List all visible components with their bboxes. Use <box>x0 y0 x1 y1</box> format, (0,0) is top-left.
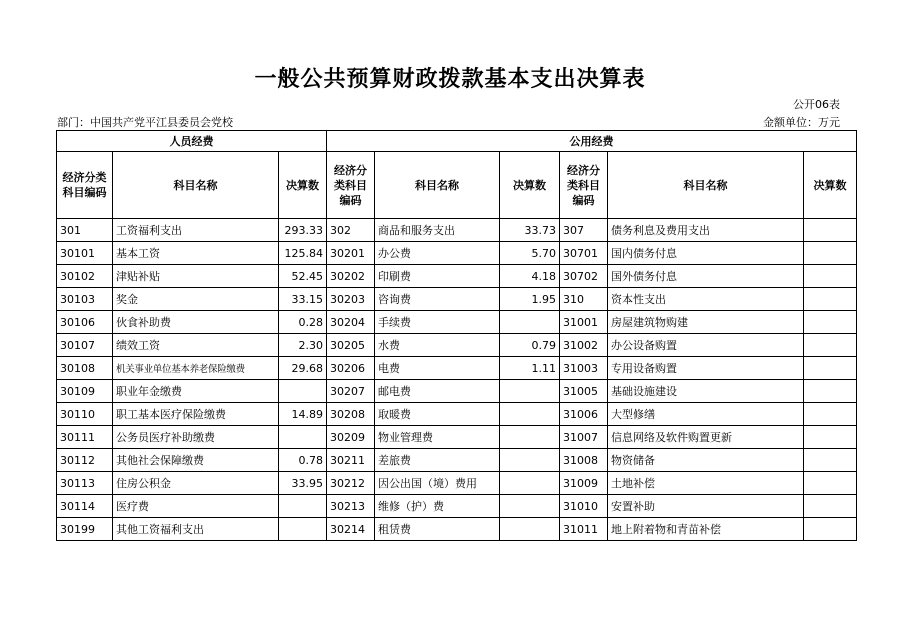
personnel-code-cell: 30199 <box>57 518 113 541</box>
personnel-amount-cell: 52.45 <box>279 265 327 288</box>
capital-code-cell: 307 <box>560 219 608 242</box>
table-row <box>57 357 857 380</box>
capital-name-cell: 国外债务付息 <box>608 265 804 288</box>
public-name-cell: 取暖费 <box>375 403 500 426</box>
public-code-cell: 30209 <box>327 426 375 449</box>
personnel-amount-cell: 0.28 <box>279 311 327 334</box>
personnel-name-cell: 工资福利支出 <box>113 219 279 242</box>
public-name-cell: 邮电费 <box>375 380 500 403</box>
capital-name-cell: 土地补偿 <box>608 472 804 495</box>
personnel-amount-cell <box>279 518 327 541</box>
table-row <box>57 288 857 311</box>
table-row <box>57 242 857 265</box>
public-amount-cell: 5.70 <box>500 242 560 265</box>
capital-name-cell: 基础设施建设 <box>608 380 804 403</box>
capital-name-cell: 房屋建筑物购建 <box>608 311 804 334</box>
capital-amount-cell <box>804 357 857 380</box>
table-row <box>57 380 857 403</box>
capital-amount-cell <box>804 472 857 495</box>
personnel-code-cell: 30114 <box>57 495 113 518</box>
capital-name-cell: 大型修缮 <box>608 403 804 426</box>
personnel-amount-cell: 2.30 <box>279 334 327 357</box>
public-code-cell: 30201 <box>327 242 375 265</box>
capital-name-cell: 资本性支出 <box>608 288 804 311</box>
capital-amount-cell <box>804 403 857 426</box>
capital-name-cell: 地上附着物和青苗补偿 <box>608 518 804 541</box>
header-code: 经济分类科目编码 <box>57 152 113 219</box>
public-name-cell: 物业管理费 <box>375 426 500 449</box>
capital-code-cell: 31008 <box>560 449 608 472</box>
personnel-code-cell: 30113 <box>57 472 113 495</box>
public-amount-cell <box>500 403 560 426</box>
personnel-name-cell: 基本工资 <box>113 242 279 265</box>
table-row <box>57 472 857 495</box>
header-code: 经济分类科目编码 <box>560 152 608 219</box>
public-code-cell: 30206 <box>327 357 375 380</box>
public-name-cell: 因公出国（境）费用 <box>375 472 500 495</box>
capital-name-cell: 安置补助 <box>608 495 804 518</box>
capital-amount-cell <box>804 334 857 357</box>
capital-amount-cell <box>804 518 857 541</box>
public-name-cell: 维修（护）费 <box>375 495 500 518</box>
capital-name-cell: 办公设备购置 <box>608 334 804 357</box>
table-body <box>57 219 857 541</box>
personnel-name-cell: 津贴补贴 <box>113 265 279 288</box>
public-name-cell: 电费 <box>375 357 500 380</box>
header-name: 科目名称 <box>113 152 279 219</box>
public-amount-cell: 1.11 <box>500 357 560 380</box>
personnel-amount-cell <box>279 495 327 518</box>
public-code-cell: 30208 <box>327 403 375 426</box>
public-code-cell: 30212 <box>327 472 375 495</box>
personnel-name-cell: 职业年金缴费 <box>113 380 279 403</box>
personnel-name-cell: 奖金 <box>113 288 279 311</box>
personnel-amount-cell: 0.78 <box>279 449 327 472</box>
public-code-cell: 30213 <box>327 495 375 518</box>
personnel-amount-cell: 33.95 <box>279 472 327 495</box>
public-amount-cell <box>500 472 560 495</box>
public-amount-cell <box>500 426 560 449</box>
capital-name-cell: 物资储备 <box>608 449 804 472</box>
public-name-cell: 手续费 <box>375 311 500 334</box>
department-label: 部门：中国共产党平江县委员会党校 <box>57 116 233 129</box>
personnel-amount-cell: 293.33 <box>279 219 327 242</box>
expenditure-table <box>56 130 857 541</box>
page-title: 一般公共预算财政拨款基本支出决算表 <box>254 67 646 92</box>
public-name-cell: 水费 <box>375 334 500 357</box>
capital-amount-cell <box>804 495 857 518</box>
personnel-amount-cell <box>279 380 327 403</box>
public-code-cell: 30214 <box>327 518 375 541</box>
personnel-name-cell: 伙食补助费 <box>113 311 279 334</box>
form-number: 公开06表 <box>793 98 840 111</box>
capital-amount-cell <box>804 449 857 472</box>
public-name-cell: 咨询费 <box>375 288 500 311</box>
personnel-amount-cell <box>279 426 327 449</box>
table-row <box>57 334 857 357</box>
personnel-code-cell: 30109 <box>57 380 113 403</box>
group-header-public: 公用经费 <box>327 131 857 152</box>
personnel-code-cell: 30108 <box>57 357 113 380</box>
public-amount-cell <box>500 311 560 334</box>
public-amount-cell: 4.18 <box>500 265 560 288</box>
capital-code-cell: 310 <box>560 288 608 311</box>
public-amount-cell: 1.95 <box>500 288 560 311</box>
capital-amount-cell <box>804 311 857 334</box>
public-name-cell: 印刷费 <box>375 265 500 288</box>
capital-amount-cell <box>804 426 857 449</box>
capital-amount-cell <box>804 265 857 288</box>
capital-amount-cell <box>804 288 857 311</box>
personnel-code-cell: 30110 <box>57 403 113 426</box>
personnel-code-cell: 30106 <box>57 311 113 334</box>
public-name-cell: 办公费 <box>375 242 500 265</box>
public-code-cell: 30204 <box>327 311 375 334</box>
capital-code-cell: 31009 <box>560 472 608 495</box>
capital-code-cell: 31011 <box>560 518 608 541</box>
capital-code-cell: 31002 <box>560 334 608 357</box>
header-amount: 决算数 <box>279 152 327 219</box>
group-header-personnel: 人员经费 <box>57 131 327 152</box>
table-row <box>57 518 857 541</box>
capital-amount-cell <box>804 242 857 265</box>
capital-code-cell: 31003 <box>560 357 608 380</box>
personnel-amount-cell: 29.68 <box>279 357 327 380</box>
header-amount: 决算数 <box>804 152 857 219</box>
table-row <box>57 265 857 288</box>
personnel-name-cell: 住房公积金 <box>113 472 279 495</box>
capital-code-cell: 30701 <box>560 242 608 265</box>
capital-name-cell: 专用设备购置 <box>608 357 804 380</box>
personnel-name-cell: 其他社会保障缴费 <box>113 449 279 472</box>
header-amount: 决算数 <box>500 152 560 219</box>
public-code-cell: 302 <box>327 219 375 242</box>
personnel-code-cell: 30111 <box>57 426 113 449</box>
personnel-name-cell: 绩效工资 <box>113 334 279 357</box>
capital-code-cell: 31010 <box>560 495 608 518</box>
capital-amount-cell <box>804 219 857 242</box>
header-code: 经济分类科目编码 <box>327 152 375 219</box>
capital-code-cell: 31005 <box>560 380 608 403</box>
capital-code-cell: 31007 <box>560 426 608 449</box>
capital-name-cell: 信息网络及软件购置更新 <box>608 426 804 449</box>
table-row <box>57 426 857 449</box>
public-name-cell: 商品和服务支出 <box>375 219 500 242</box>
public-amount-cell <box>500 518 560 541</box>
public-amount-cell: 0.79 <box>500 334 560 357</box>
public-name-cell: 差旅费 <box>375 449 500 472</box>
public-amount-cell <box>500 380 560 403</box>
capital-code-cell: 30702 <box>560 265 608 288</box>
personnel-name-cell: 其他工资福利支出 <box>113 518 279 541</box>
personnel-amount-cell: 14.89 <box>279 403 327 426</box>
table-row <box>57 495 857 518</box>
personnel-amount-cell: 125.84 <box>279 242 327 265</box>
table-row <box>57 449 857 472</box>
personnel-name-cell: 医疗费 <box>113 495 279 518</box>
public-code-cell: 30202 <box>327 265 375 288</box>
capital-amount-cell <box>804 380 857 403</box>
personnel-code-cell: 30107 <box>57 334 113 357</box>
public-amount-cell: 33.73 <box>500 219 560 242</box>
public-amount-cell <box>500 449 560 472</box>
personnel-code-cell: 30101 <box>57 242 113 265</box>
personnel-amount-cell: 33.15 <box>279 288 327 311</box>
personnel-code-cell: 30112 <box>57 449 113 472</box>
public-name-cell: 租赁费 <box>375 518 500 541</box>
header-name: 科目名称 <box>608 152 804 219</box>
header-name: 科目名称 <box>375 152 500 219</box>
public-amount-cell <box>500 495 560 518</box>
capital-name-cell: 债务利息及费用支出 <box>608 219 804 242</box>
personnel-code-cell: 30103 <box>57 288 113 311</box>
capital-code-cell: 31001 <box>560 311 608 334</box>
table-row <box>57 403 857 426</box>
personnel-name-cell: 公务员医疗补助缴费 <box>113 426 279 449</box>
table-row <box>57 219 857 242</box>
public-code-cell: 30203 <box>327 288 375 311</box>
capital-name-cell: 国内债务付息 <box>608 242 804 265</box>
public-code-cell: 30207 <box>327 380 375 403</box>
personnel-code-cell: 30102 <box>57 265 113 288</box>
public-code-cell: 30205 <box>327 334 375 357</box>
table-row <box>57 311 857 334</box>
personnel-code-cell: 301 <box>57 219 113 242</box>
public-code-cell: 30211 <box>327 449 375 472</box>
capital-code-cell: 31006 <box>560 403 608 426</box>
amount-unit-label: 金额单位：万元 <box>763 116 840 129</box>
personnel-name-cell: 职工基本医疗保险缴费 <box>113 403 279 426</box>
personnel-name-cell: 机关事业单位基本养老保险缴费 <box>113 357 279 380</box>
